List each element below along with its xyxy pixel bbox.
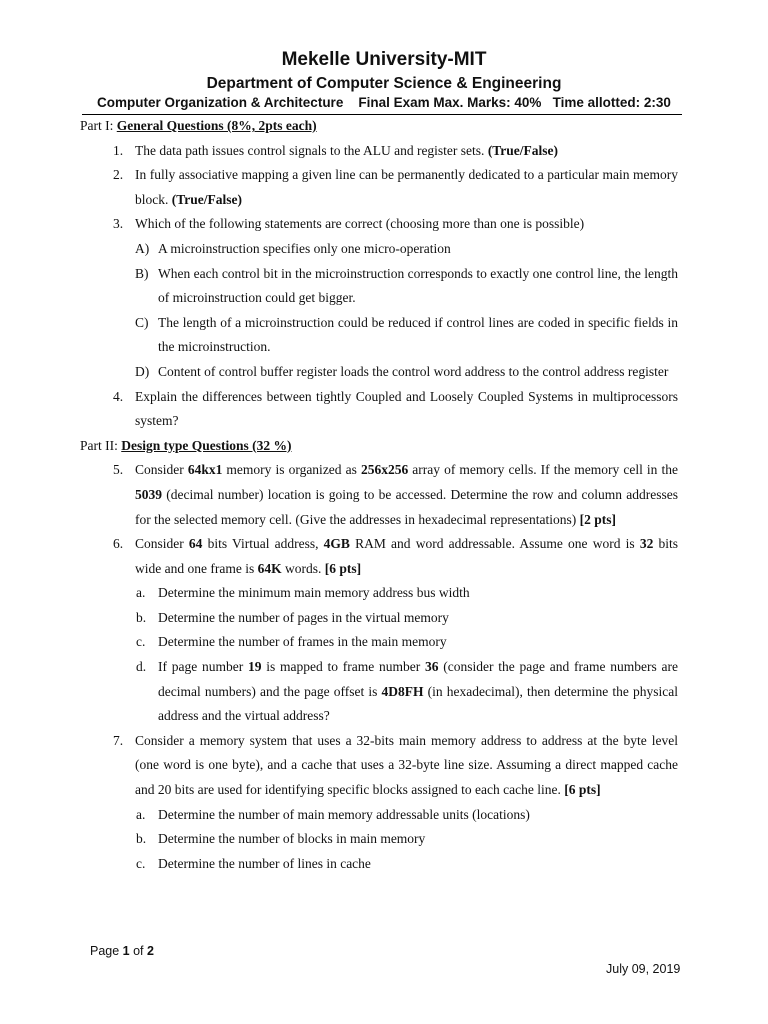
subquestion-text: Determine the number of main memory addressable units (locations) <box>158 806 530 822</box>
question-number: 4. <box>113 388 124 404</box>
question-text: Explain the differences between tightly Coupled and Loosely Coupled Systems in multiprocessors system? <box>135 388 678 429</box>
bold-term: 64kx1 <box>187 462 223 478</box>
bold-term: 5039 <box>135 486 162 502</box>
bold-term: 4GB <box>323 536 350 552</box>
question-7 <box>80 729 678 803</box>
question-text: bits wide and one frame is <box>135 536 678 576</box>
subquestion-label: d. <box>136 659 147 675</box>
part1-title: General Questions (8%, 2pts each) <box>116 118 317 133</box>
question-2 <box>80 163 678 212</box>
subquestion-text: Determine the number of frames in the main memory <box>158 634 447 650</box>
question-text: (decimal number) location is going to be accessed. Determine the row and column addresses for the selected memory cell. (Give the addresses in hexadecimal representations) <box>135 486 678 527</box>
option-text: Content of control buffer register loads the control word address to the control address register <box>158 363 669 379</box>
question-number: 1. <box>113 142 124 158</box>
question-tag: (True/False) <box>171 191 242 207</box>
question-marks: [6 pts] <box>324 560 362 576</box>
exam-body <box>80 114 678 876</box>
question-text: Which of the following statements are correct (choosing more than one is possible) <box>135 216 585 232</box>
question-text: words. <box>281 560 325 576</box>
bold-term: 4D8FH <box>381 683 424 699</box>
question-text: Consider <box>135 462 188 478</box>
question-5 <box>80 458 678 532</box>
subquestion-label: c. <box>136 634 146 650</box>
subquestion-label: b. <box>136 831 147 847</box>
department-title: Department of Computer Science & Engineering <box>206 75 562 92</box>
page-total: 2 <box>147 944 154 958</box>
bold-term: 64K <box>257 560 282 576</box>
subquestion-label: a. <box>136 806 146 822</box>
exam-date: July 09, 2019 <box>606 962 681 976</box>
bold-term: 256x256 <box>360 462 409 478</box>
question-marks: [6 pts] <box>564 782 601 798</box>
subquestion-text: (consider the page and frame numbers are decimal numbers) and the page offset is <box>158 659 678 699</box>
subquestion-text: Determine the minimum main memory address bus width <box>158 585 470 601</box>
option-label: D) <box>135 363 150 379</box>
part2-title: Design type Questions (32 %) <box>121 437 292 453</box>
subquestion-label: b. <box>136 609 147 625</box>
bold-term: 32 <box>639 536 654 552</box>
option-c <box>80 311 678 360</box>
subquestion-6c <box>80 630 678 655</box>
option-a <box>80 237 678 262</box>
subquestion-text: Determine the number of blocks in main memory <box>158 831 426 847</box>
question-number: 3. <box>113 216 124 232</box>
subquestion-6d <box>80 655 678 729</box>
part1-heading <box>80 114 678 139</box>
subquestion-label: a. <box>136 585 146 601</box>
page-number <box>90 944 154 958</box>
subquestion-text: Determine the number of lines in cache <box>158 855 371 871</box>
subquestion-text: (in hexadecimal), then determine the physical address and the virtual address? <box>158 683 678 724</box>
option-d <box>80 360 678 385</box>
part2-prefix: Part II: <box>80 437 122 453</box>
option-text: A microinstruction specifies only one micro-operation <box>158 240 451 256</box>
subquestion-6a <box>80 581 678 606</box>
question-text: memory is organized as <box>222 462 361 478</box>
subquestion-7a <box>80 803 678 828</box>
part1-prefix: Part I: <box>80 118 117 133</box>
option-label: A) <box>135 240 150 256</box>
question-text: array of memory cells. If the memory cell in the <box>408 462 678 478</box>
part2-heading <box>80 434 678 459</box>
subquestion-text: If page number <box>158 659 248 675</box>
subquestion-text: Determine the number of pages in the virtual memory <box>158 609 449 625</box>
question-text: RAM and word addressable. Assume one word is <box>349 536 640 552</box>
question-text: Consider <box>135 536 189 552</box>
question-number: 6. <box>113 536 124 552</box>
option-label: C) <box>135 314 149 330</box>
bold-term: 36 <box>425 659 439 675</box>
subquestion-label: c. <box>136 855 146 871</box>
option-text: The length of a microinstruction could be reduced if control lines are coded in specific fields in the microinstruction. <box>158 314 678 355</box>
subquestion-6b <box>80 606 678 631</box>
question-3 <box>80 212 678 237</box>
question-1 <box>80 139 678 164</box>
option-label: B) <box>135 265 149 281</box>
question-number: 7. <box>113 732 124 748</box>
page-current: 1 <box>122 944 130 958</box>
subquestion-text: is mapped to frame number <box>261 659 426 675</box>
option-text: When each control bit in the microinstruction corresponds to exactly one control line, the length of microinstruction could get bigger. <box>158 265 678 306</box>
question-text: Consider a memory system that uses a 32-bits main memory address to address at the byte level (one word is one byte), and a cache that uses a 32-byte line size. Assuming a direct mapped cache and 20 bits are used for identifying specific blocks assigned to each cache line. <box>135 732 678 798</box>
page-word: Page <box>90 944 123 958</box>
option-b <box>80 262 678 311</box>
question-text: bits Virtual address, <box>202 536 324 552</box>
question-number: 5. <box>113 462 124 478</box>
page-of: of <box>129 944 147 958</box>
question-marks: [2 pts] <box>579 511 616 527</box>
question-text: The data path issues control signals to the ALU and register sets. <box>135 142 488 158</box>
subquestion-7c <box>80 852 678 877</box>
subquestion-7b <box>80 827 678 852</box>
question-number: 2. <box>113 167 124 183</box>
bold-term: 19 <box>248 659 262 675</box>
course-exam-line: Computer Organization & Architecture Final Exam Max. Marks: 40% Time allotted: 2:30 <box>97 95 671 110</box>
bold-term: 64 <box>188 536 203 552</box>
question-4 <box>80 385 678 434</box>
question-tag: (True/False) <box>487 142 559 158</box>
university-title: Mekelle University-MIT <box>281 49 487 70</box>
question-text: In fully associative mapping a given line can be permanently dedicated to a particular main memory block. <box>135 167 678 207</box>
question-6 <box>80 532 678 581</box>
